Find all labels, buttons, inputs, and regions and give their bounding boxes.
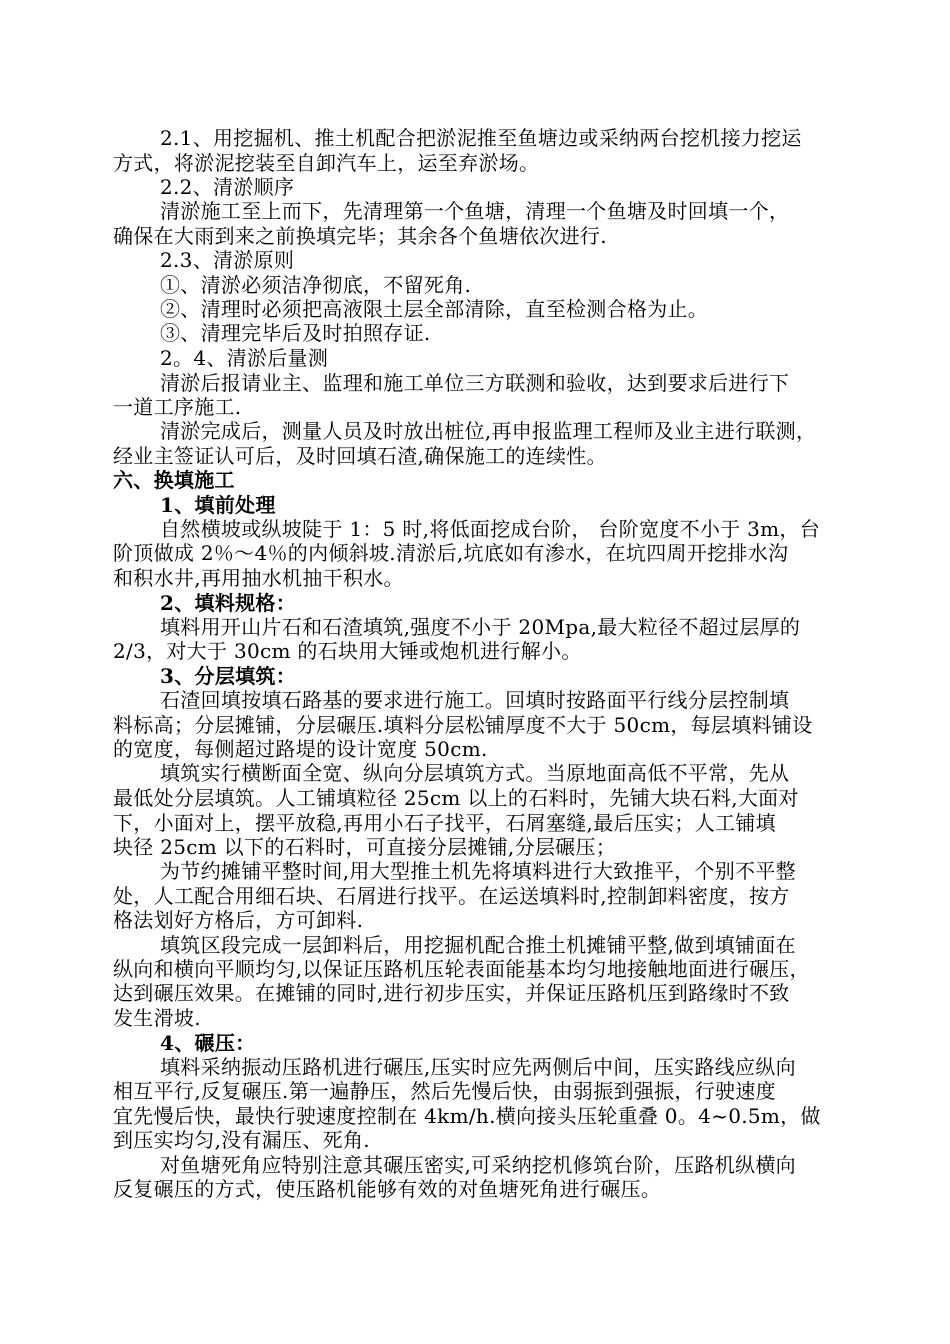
text-line: 纵向和横向平顺均匀,以保证压路机压轮表面能基本均匀地接触地面进行碾压，: [113, 957, 810, 981]
text-line: 填料用开山片石和石渣填筑,强度不小于 20Mpa,最大粒径不超过层厚的: [160, 615, 801, 639]
text-line: 料标高；分层摊铺，分层碾压.填料分层松铺厚度不大于 50cm，每层填料铺设: [113, 713, 813, 737]
text-line: 2。4、清淤后量测: [160, 346, 329, 370]
text-line: ③、清理完毕后及时拍照存证.: [160, 321, 431, 345]
section-heading: 六、换填施工: [113, 468, 235, 492]
subsection-heading: 4、碾压：: [160, 1031, 256, 1055]
text-line: 处，人工配合用细石块、石屑进行找平。在运送填料时,控制卸料密度，按方: [113, 884, 790, 908]
text-line: 清淤完成后，测量人员及时放出桩位,再申报监理工程师及业主进行联测，: [160, 419, 817, 443]
text-line: 确保在大雨到来之前换填完毕；其余各个鱼塘依次进行.: [113, 224, 607, 248]
text-line: 石渣回填按填石路基的要求进行施工。回填时按路面平行线分层控制填: [160, 688, 790, 712]
text-line: 宜先慢后快，最快行驶速度控制在 4km/h.横向接头压轮重叠 0。4~0.5m，做: [113, 1104, 821, 1128]
text-line: 对鱼塘死角应特别注意其碾压密实,可采纳挖机修筑台阶，压路机纵横向: [160, 1153, 796, 1177]
text-line: 块径 25cm 以下的石料时，可直接分层摊铺,分层碾压；: [113, 835, 617, 859]
text-line: 发生滑坡.: [113, 1006, 201, 1030]
text-line: 格法划好方格后，方可卸料.: [113, 908, 364, 932]
text-line: 2.1、用挖掘机、推土机配合把淤泥推至鱼塘边或采纳两台挖机接力挖运: [160, 126, 802, 150]
text-line: 最低处分层填筑。人工铺填粒径 25cm 以上的石料时，先铺大块石料,大面对: [113, 786, 799, 810]
text-line: 清淤施工至上而下，先清理第一个鱼塘，清理一个鱼塘及时回填一个，: [160, 199, 790, 223]
text-line: ②、清理时必须把高液限土层全部清除，直至检测合格为止。: [160, 297, 709, 321]
subsection-heading: 3、分层填筑：: [160, 664, 297, 688]
text-line: 填筑实行横断面全宽、纵向分层填筑方式。当原地面高低不平常，先从: [160, 761, 790, 785]
text-line: 反复碾压的方式，使压路机能够有效的对鱼塘死角进行碾压。: [113, 1177, 662, 1201]
text-line: 达到碾压效果。在摊铺的同时,进行初步压实，并保证压路机压到路缘时不致: [113, 981, 790, 1005]
text-line: 阶顶做成 2％～4％的内倾斜坡.清淤后,坑底如有渗水，在坑四周开挖排水沟: [113, 541, 789, 565]
text-line: ①、清淤必须洁净彻底，不留死角.: [160, 273, 472, 297]
text-line: 自然横坡或纵坡陡于 1：5 时,将低面挖成台阶， 台阶宽度不小于 3m，台: [160, 517, 821, 541]
text-line: 为节约摊铺平整时间,用大型推土机先将填料进行大致推平，个别不平整: [160, 859, 796, 883]
text-line: 方式，将淤泥挖装至自卸汽车上，运至弃淤场。: [113, 151, 540, 175]
text-line: 到压实均匀,没有漏压、死角.: [113, 1128, 370, 1152]
text-line: 2.2、清淤顺序: [160, 175, 295, 199]
text-line: 经业主签证认可后，及时回填石渣,确保施工的连续性。: [113, 444, 607, 468]
subsection-heading: 2、填料规格：: [160, 591, 297, 615]
text-line: 的宽度，每侧超过路堤的设计宽度 50cm.: [113, 737, 488, 761]
text-line: 填筑区段完成一层卸料后，用挖掘机配合推土机摊铺平整,做到填铺面在: [160, 933, 796, 957]
text-line: 2/3，对大于 30cm 的石块用大锤或炮机进行解小。: [113, 639, 582, 663]
text-line: 2.3、清淤原则: [160, 248, 295, 272]
text-line: 一道工序施工.: [113, 395, 242, 419]
text-line: 填料采纳振动压路机进行碾压,压实时应先两侧后中间，压实路线应纵向: [160, 1055, 796, 1079]
subsection-heading: 1、填前处理: [160, 493, 276, 517]
text-line: 相互平行,反复碾压.第一遍静压，然后先慢后快，由弱振到强振，行驶速度: [113, 1079, 776, 1103]
text-line: 和积水井,再用抽水机抽干积水。: [113, 566, 404, 590]
text-line: 下，小面对上，摆平放稳,再用小石子找平，石屑塞缝,最后压实；人工铺填: [113, 811, 776, 835]
text-line: 清淤后报请业主、监理和施工单位三方联测和验收，达到要求后进行下: [160, 371, 790, 395]
